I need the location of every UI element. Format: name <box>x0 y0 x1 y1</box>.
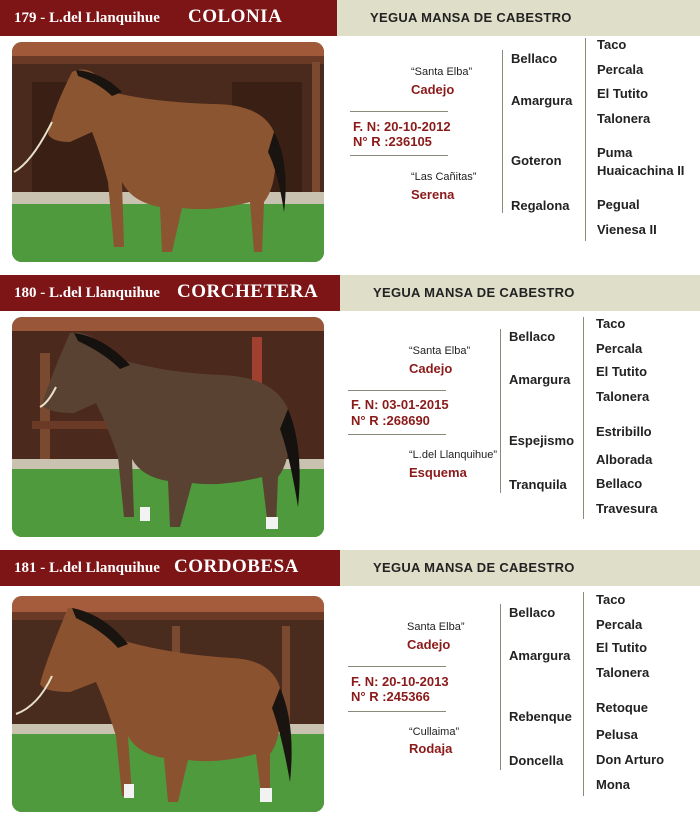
great-grandparent: El Tutito <box>597 86 649 101</box>
great-grandparent: El Tutito <box>596 364 648 379</box>
birth-date: F. N: 20-10-2013 <box>351 674 449 689</box>
grandsire-maternal: Rebenque <box>509 709 572 724</box>
registry-number: N° R :245366 <box>351 689 430 704</box>
sire-name: Cadejo <box>409 361 453 376</box>
divider <box>350 111 448 112</box>
great-grandparent: Estribillo <box>596 424 652 439</box>
horse-name: COLONIA <box>188 6 283 27</box>
dam-name: Rodaja <box>409 741 453 756</box>
pedigree-bracket <box>500 329 501 493</box>
grandsire-paternal: Bellaco <box>509 329 556 344</box>
divider <box>348 666 446 667</box>
grandsire-maternal: Goteron <box>511 153 562 168</box>
dam-breeder: “Las Cañitas” <box>411 171 477 183</box>
divider <box>348 711 446 712</box>
birth-date: F. N: 03-01-2015 <box>351 397 449 412</box>
great-grandparent: Talonera <box>596 665 650 680</box>
sire-breeder: “Santa Elba” <box>411 66 473 78</box>
horse-name: CORDOBESA <box>174 556 299 577</box>
horse-photo <box>12 42 324 262</box>
horse-name: CORCHETERA <box>177 281 319 302</box>
dam-breeder: “Cullaima” <box>409 726 460 738</box>
category-label: YEGUA MANSA DE CABESTRO <box>373 285 575 300</box>
divider <box>348 390 446 391</box>
horse-photo <box>12 317 324 537</box>
great-grandparent: Taco <box>597 37 627 52</box>
sire-breeder: “Santa Elba” <box>409 345 471 357</box>
lot-180 <box>0 275 700 545</box>
great-grandparent: Bellaco <box>596 476 643 491</box>
lot-header <box>0 275 340 311</box>
lot-number: 180 - L.del Llanquihue <box>14 285 160 301</box>
great-grandparent: El Tutito <box>596 640 648 655</box>
great-grandparent: Puma <box>597 145 633 160</box>
lot-number: 179 - L.del Llanquihue <box>14 10 160 26</box>
great-grandparent: Talonera <box>596 389 650 404</box>
pedigree-bracket <box>585 38 586 241</box>
granddam-maternal: Tranquila <box>509 477 567 492</box>
great-grandparent: Taco <box>596 592 626 607</box>
category-label: YEGUA MANSA DE CABESTRO <box>370 10 572 25</box>
grandsire-maternal: Espejismo <box>509 433 575 448</box>
registry-number: N° R :268690 <box>351 413 430 428</box>
pedigree-bracket <box>583 592 584 796</box>
pedigree-bracket <box>502 50 503 213</box>
great-grandparent: Percala <box>596 617 643 632</box>
great-grandparent: Pelusa <box>596 727 638 742</box>
category-bar <box>340 275 700 311</box>
birth-date: F. N: 20-10-2012 <box>353 119 451 134</box>
granddam-paternal: Amargura <box>509 372 571 387</box>
granddam-maternal: Regalona <box>511 198 570 213</box>
great-grandparent: Vienesa II <box>597 222 657 237</box>
great-grandparent: Taco <box>596 316 626 331</box>
pedigree-bracket <box>583 317 584 519</box>
great-grandparent: Travesura <box>596 501 658 516</box>
great-grandparent: Pegual <box>597 197 640 212</box>
great-grandparent: Don Arturo <box>596 752 665 767</box>
lot-number: 181 - L.del Llanquihue <box>14 560 160 576</box>
great-grandparent: Percala <box>596 341 643 356</box>
divider <box>348 434 446 435</box>
category-label: YEGUA MANSA DE CABESTRO <box>373 560 575 575</box>
granddam-paternal: Amargura <box>511 93 573 108</box>
dam-breeder: “L.del Llanquihue” <box>409 449 498 461</box>
sire-name: Cadejo <box>407 637 451 652</box>
grandsire-paternal: Bellaco <box>511 51 558 66</box>
great-grandparent: Alborada <box>596 452 653 467</box>
lot-179 <box>0 0 700 270</box>
great-grandparent: Huaicachina II <box>597 163 685 178</box>
great-grandparent: Retoque <box>596 700 648 715</box>
lot-header <box>0 0 337 36</box>
pedigree-bracket <box>500 604 501 770</box>
lot-header <box>0 550 340 586</box>
divider <box>350 155 448 156</box>
dam-name: Esquema <box>409 465 467 480</box>
granddam-paternal: Amargura <box>509 648 571 663</box>
category-bar <box>337 0 700 36</box>
lot-181 <box>0 550 700 818</box>
sire-name: Cadejo <box>411 82 455 97</box>
great-grandparent: Percala <box>597 62 644 77</box>
sire-breeder: Santa Elba” <box>407 621 465 633</box>
horse-photo <box>12 596 324 812</box>
category-bar <box>340 550 700 586</box>
grandsire-paternal: Bellaco <box>509 605 556 620</box>
dam-name: Serena <box>411 187 455 202</box>
great-grandparent: Mona <box>596 777 630 792</box>
registry-number: N° R :236105 <box>353 134 432 149</box>
granddam-maternal: Doncella <box>509 753 564 768</box>
great-grandparent: Talonera <box>597 111 651 126</box>
